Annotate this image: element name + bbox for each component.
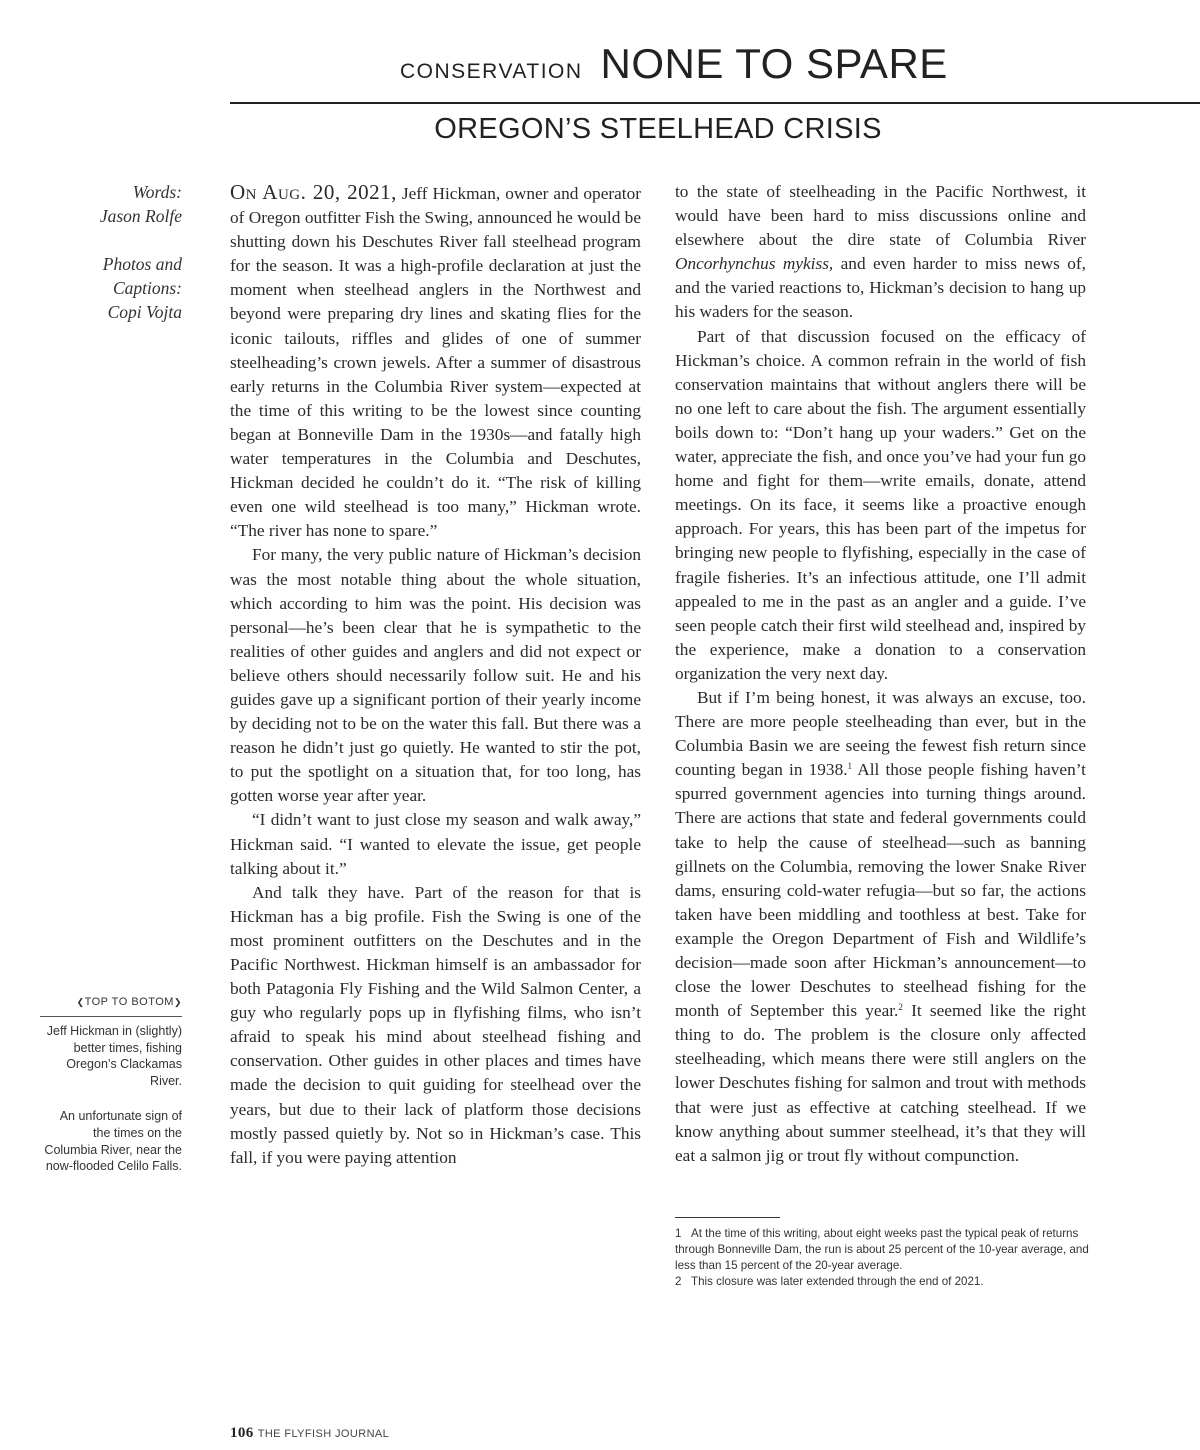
lead-in: On Aug. 20, 2021, (230, 180, 397, 204)
caption-tag-label: TOP TO BOTOM (84, 996, 174, 1008)
paragraph: And talk they have. Part of the reason for that is Hickman has a big profile. Fish the Swing is one of the most prominent outfitters on the Deschutes and in the Pacific Northwest. Hickman himself is an ambassador for both Patagonia Fly Fishing and the Wild Salmon Center, a guy who regularly pops up in flyfishing films, who isn’t afraid to speak his mind about steelhead fishing and conservation. Other guides in other places and times have made the decision to quit guiding for steelhead over the years, but due to their lack of platform those decisions mostly passed quietly by. Not so in Hickman’s case. This fall, if you were paying attention (230, 882, 641, 1167)
captions-label: Captions: (112, 278, 182, 298)
footnote (675, 1274, 1090, 1290)
article-subtitle: OREGON’S STEELHEAD CRISIS (434, 113, 882, 145)
article-column-2 (675, 180, 1086, 1168)
page-number: 106 (230, 1425, 254, 1441)
photo-captions (40, 994, 182, 1193)
credits (22, 180, 182, 348)
footnote-divider (675, 1217, 780, 1218)
paragraph-text: It seemed like the right thing to do. The problem is the closure only affected steelheading, which means there were still anglers on the lower Deschutes fishing for salmon and trout with methods that were just as effective at catching steelhead. If we know anything about summer steelhead, it’s that they will eat a salmon jig or trout fly without compunction. (675, 1001, 1086, 1165)
paragraph: “I didn’t want to just close my season and walk away,” Hickman said. “I wanted to elevate the issue, get people talking about it.” (230, 810, 641, 878)
photo-caption: An unfortunate sign of the times on the Columbia River, near the now-flooded Celilo Falls. (44, 1108, 182, 1174)
section-label: CONSERVATION (400, 60, 583, 83)
photos-label: Photos and (102, 254, 182, 274)
author-name: Jason Rolfe (99, 206, 182, 226)
footnote (675, 1226, 1090, 1274)
photo-caption: Jeff Hickman in (slightly) better times, fishing Oregon’s Clackamas River. (46, 1023, 182, 1089)
words-label: Words: (132, 182, 182, 202)
paragraph (230, 180, 641, 543)
species-name: Oncorhynchus mykiss, (675, 254, 834, 274)
paragraph: Part of that discussion focused on the efficacy of Hickman’s choice. A common refrain in the world of fish conservation maintains that without anglers there will be no one left to care about the fish. The argument essentially boils down to: “Don’t hang up your waders.” Get on the water, appreciate the fish, and once you’ve had your fun go home and fight for them—write emails, donate, attend meetings. On its face, it seems like a proactive enough approach. For years, this has been part of the impetus for bringing new people to flyfishing, especially in the case of fragile fisheries. It’s an infectious attitude, one I’ll admit appealed to me in the past as an angler and a guide. I’ve seen people catch their first wild steelhead and, inspired by the experience, make a donation to a conservation organization the very next day. (675, 326, 1086, 683)
paragraph-text: and even harder to miss news of, and the varied reactions to, Hickman’s decision to hang up his waders for the season. (675, 254, 1086, 322)
paragraph: For many, the very public nature of Hickman’s decision was the most notable thing about the whole situation, which according to him was the point. His decision was personal—he’s been clear that he is sympathetic to the realities of other guides and anglers and did not expect or believe others should necessarily follow suit. He and his guides gave up a significant portion of their yearly income by deciding not to be on the water this fall. But there was a reason he didn’t just go quietly. He wanted to stir the pot, to put the spotlight on a situation that, for too long, has gotten worse year after year. (230, 545, 641, 806)
paragraph-text: to the state of steelheading in the Pacific Northwest, it would have been hard to miss discussions online and elsewhere about the dire state of Columbia River (675, 182, 1086, 250)
footnotes (675, 1226, 1090, 1290)
caption-tag (40, 994, 182, 1017)
page-header (230, 40, 1200, 104)
right-arrow-icon: ❯ (173, 997, 182, 1007)
header-title-line (400, 40, 948, 88)
paragraph-text: But if I’m being honest, it was always an excuse, too. There are more people steelheading than ever, but in the Columbia Basin we are seeing the fewest fish return since counting began in 1938. (675, 687, 1086, 780)
footnote-number: 1 (675, 1227, 682, 1240)
footnote-ref[interactable]: 2 (898, 1002, 903, 1013)
article-title: NONE TO SPARE (600, 40, 948, 87)
left-arrow-icon: ❮ (76, 997, 85, 1007)
footnote-text: At the time of this writing, about eight weeks past the typical peak of returns through Bonneville Dam, the run is about 25 percent of the 10-year average, and less than 15 percent of the 20-year average. (675, 1227, 1089, 1272)
photographer-name: Copi Vojta (107, 302, 182, 322)
paragraph (675, 686, 1086, 1168)
footnote-text: This closure was later extended through the end of 2021. (691, 1275, 984, 1288)
publication-name: THE FLYFISH JOURNAL (257, 1428, 390, 1440)
paragraph (675, 180, 1086, 325)
footnote-ref[interactable]: 1 (847, 761, 853, 772)
page-folio (230, 1425, 389, 1442)
paragraph-text: Jeff Hickman, owner and operator of Oregon outfitter Fish the Swing, announced he would be shutting down his Deschutes River fall steelhead program for the season. It was a high-profile declaration at just the moment when steelhead anglers in the Northwest and beyond were preparing dry lines and skating flies for the iconic tailouts, riffles and glides of one of summer steelheading’s crown jewels. After a summer of disastrous early returns in the Columbia River system—expected at the time of this writing to be the lowest since counting began at Bonneville Dam in the 1930s—and fatally high water temperatures in the Columbia and Deschutes, Hickman decided he couldn’t do it. “The risk of killing even one wild steelhead is too many,” Hickman wrote. “The river has none to spare.” (230, 184, 641, 541)
footnote-number: 2 (675, 1275, 682, 1288)
paragraph-text: All those people fishing haven’t spurred government agencies into turning things around. There are actions that state and federal governments could take to help the cause of steelhead—such as banning gillnets on the Columbia, removing the lower Snake River dams, ensuring cold-water refugia—but so far, the actions taken have been middling and toothless at best. Take for example the Oregon Department of Fish and Wildlife’s decision—made soon after Hickman’s announcement—to close the lower Deschutes to steelhead fishing for the month of September this year. (675, 760, 1086, 1021)
article-column-1 (230, 180, 641, 1170)
